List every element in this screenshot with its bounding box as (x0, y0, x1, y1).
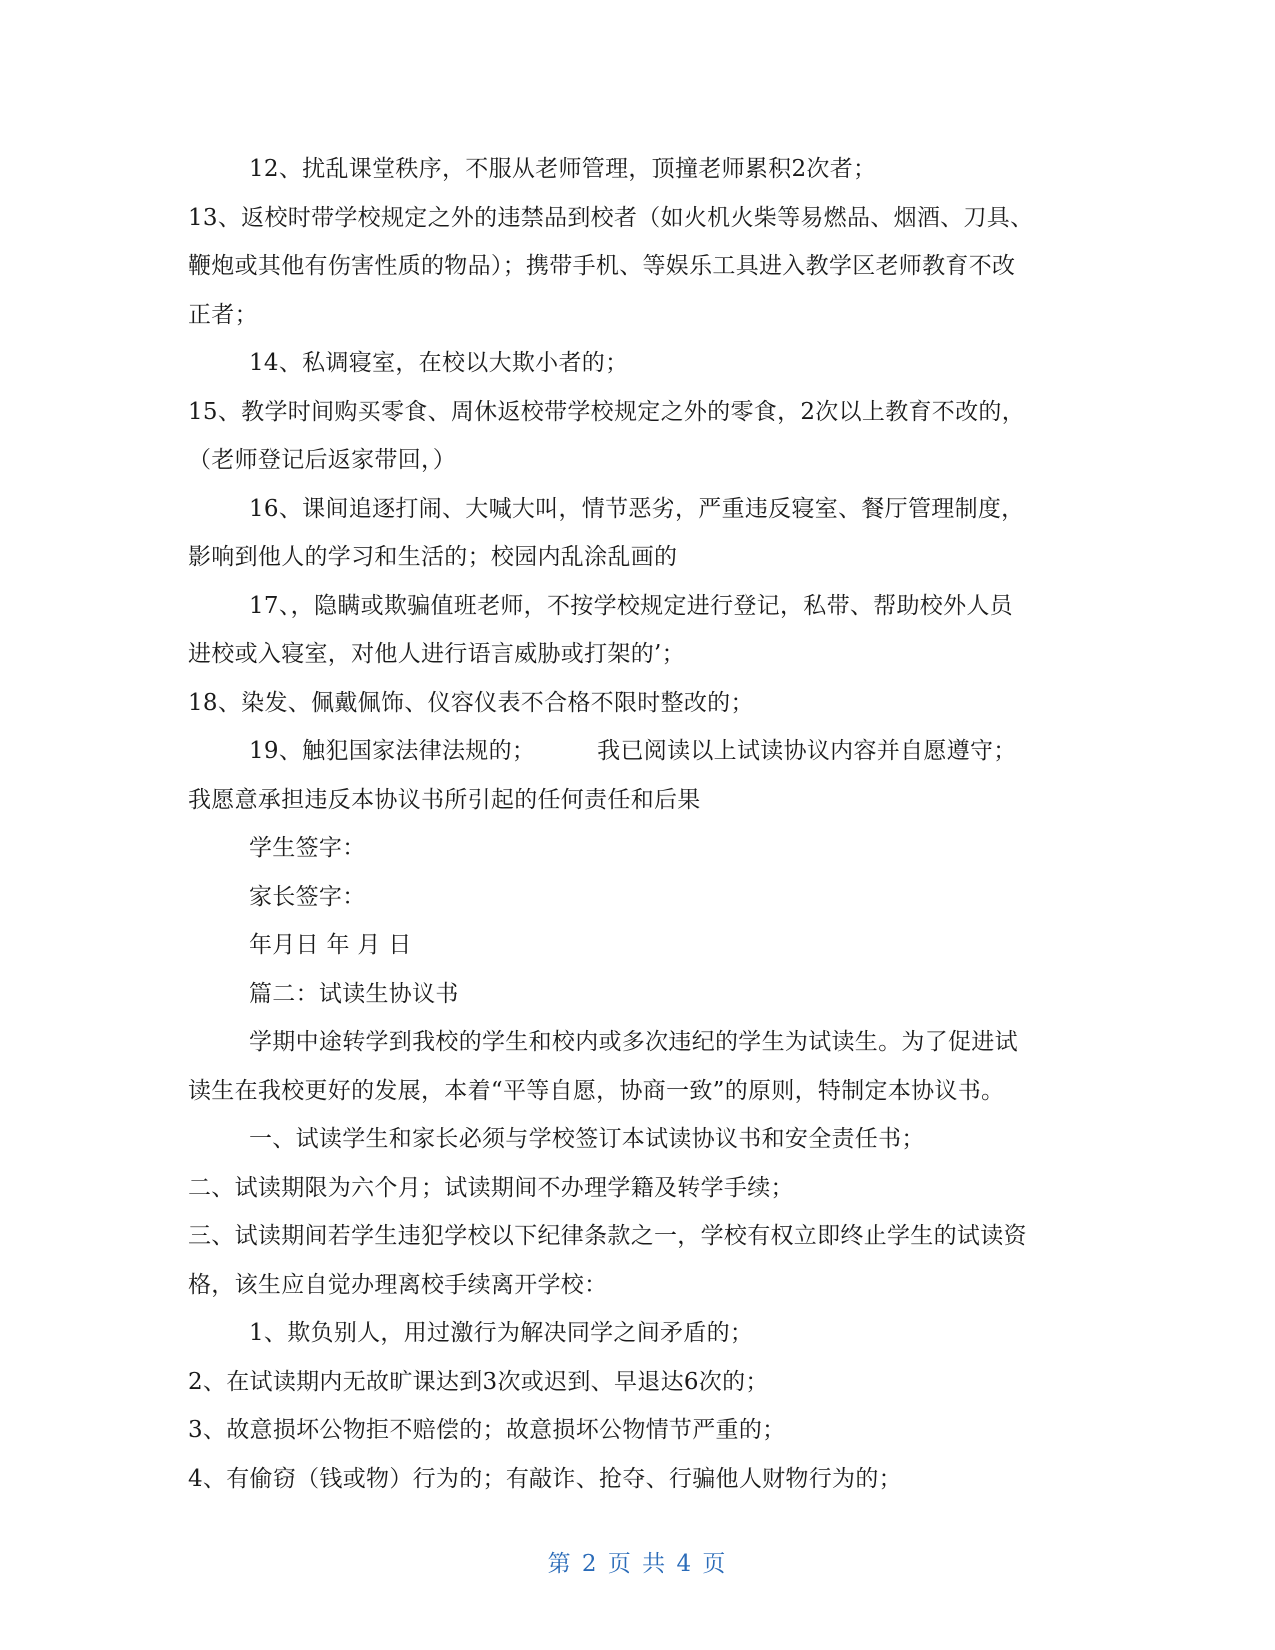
text-line: 我愿意承担违反本协议书所引起的任何责任和后果 (188, 786, 701, 813)
text-line: 鞭炮或其他有伤害性质的物品）；携带手机、等娱乐工具进入教学区老师教育不改 (188, 253, 1016, 279)
text-line: 三、试读期间若学生违犯学校以下纪律条款之一，学校有权立即终止学生的试读资 (188, 1223, 1027, 1249)
text-line: 2、在试读期内无故旷课达到3次或迟到、早退达6次的； (188, 1368, 769, 1395)
text-line: 17、，隐瞒或欺骗值班老师，不按学校规定进行登记，私带、帮助校外人员 (249, 592, 1013, 619)
text-line: 18、染发、佩戴佩饰、仪容仪表不合格不限时整改的； (188, 689, 754, 716)
text-line: 影响到他人的学习和生活的；校园内乱涂乱画的 (188, 544, 678, 570)
text-line: 13、返校时带学校规定之外的违禁品到校者（如火机火柴等易燃品、烟酒、刀具、 (188, 204, 1034, 231)
text-line: 读生在我校更好的发展，本着“平等自愿，协商一致”的原则，特制定本协议书。 (188, 1077, 1005, 1104)
text-line: 正者； (188, 301, 258, 328)
page-number-footer (0, 1545, 1275, 1578)
text-line-combined (188, 727, 1088, 776)
text-line: 1、欺负别人，用过激行为解决同学之间矛盾的； (249, 1320, 754, 1346)
text-line: 16、课间追逐打闹、大喊大叫，情节恶劣，严重违反寝室、餐厅管理制度， (249, 495, 1025, 522)
text-line: （老师登记后返家带回，） (188, 447, 457, 473)
text-line: 12、扰乱课堂秩序，不服从老师管理，顶撞老师累积2次者； (249, 156, 877, 182)
text-segment: 19、触犯国家法律法规的； (249, 738, 536, 764)
text-segment: 我已阅读以上试读协议内容并自愿遵守； (597, 738, 1017, 764)
date-line: 年月日 年 月 日 (249, 932, 412, 958)
text-line: 格，该生应自觉办理离校手续离开学校： (188, 1271, 608, 1298)
page-number-text: 第 2 页 共 4 页 (547, 1551, 728, 1577)
section-heading: 篇二：试读生协议书 (249, 980, 459, 1007)
text-line: 4、有偷窃（钱或物）行为的；有敲诈、抢夺、行骗他人财物行为的； (188, 1465, 902, 1492)
text-line: 一、试读学生和家长必须与学校签订本试读协议书和安全责任书； (249, 1126, 925, 1152)
text-line: 二、试读期限为六个月；试读期间不办理学籍及转学手续； (188, 1174, 794, 1201)
text-line: 15、教学时间购买零食、周休返校带学校规定之外的零食，2次以上教育不改的， (188, 398, 1025, 425)
text-line: 3、故意损坏公物拒不赔偿的；故意损坏公物情节严重的； (188, 1417, 786, 1443)
document-body (188, 145, 1088, 1503)
text-line: 学期中途转学到我校的学生和校内或多次违纪的学生为试读生。为了促进试 (249, 1029, 1018, 1055)
text-line: 进校或入寝室，对他人进行语言威胁或打架的’； (188, 641, 685, 667)
text-line: 14、私调寝室，在校以大欺小者的； (249, 350, 629, 376)
parent-signature-label: 家长签字： (249, 883, 366, 910)
student-signature-label: 学生签字： (249, 835, 366, 861)
